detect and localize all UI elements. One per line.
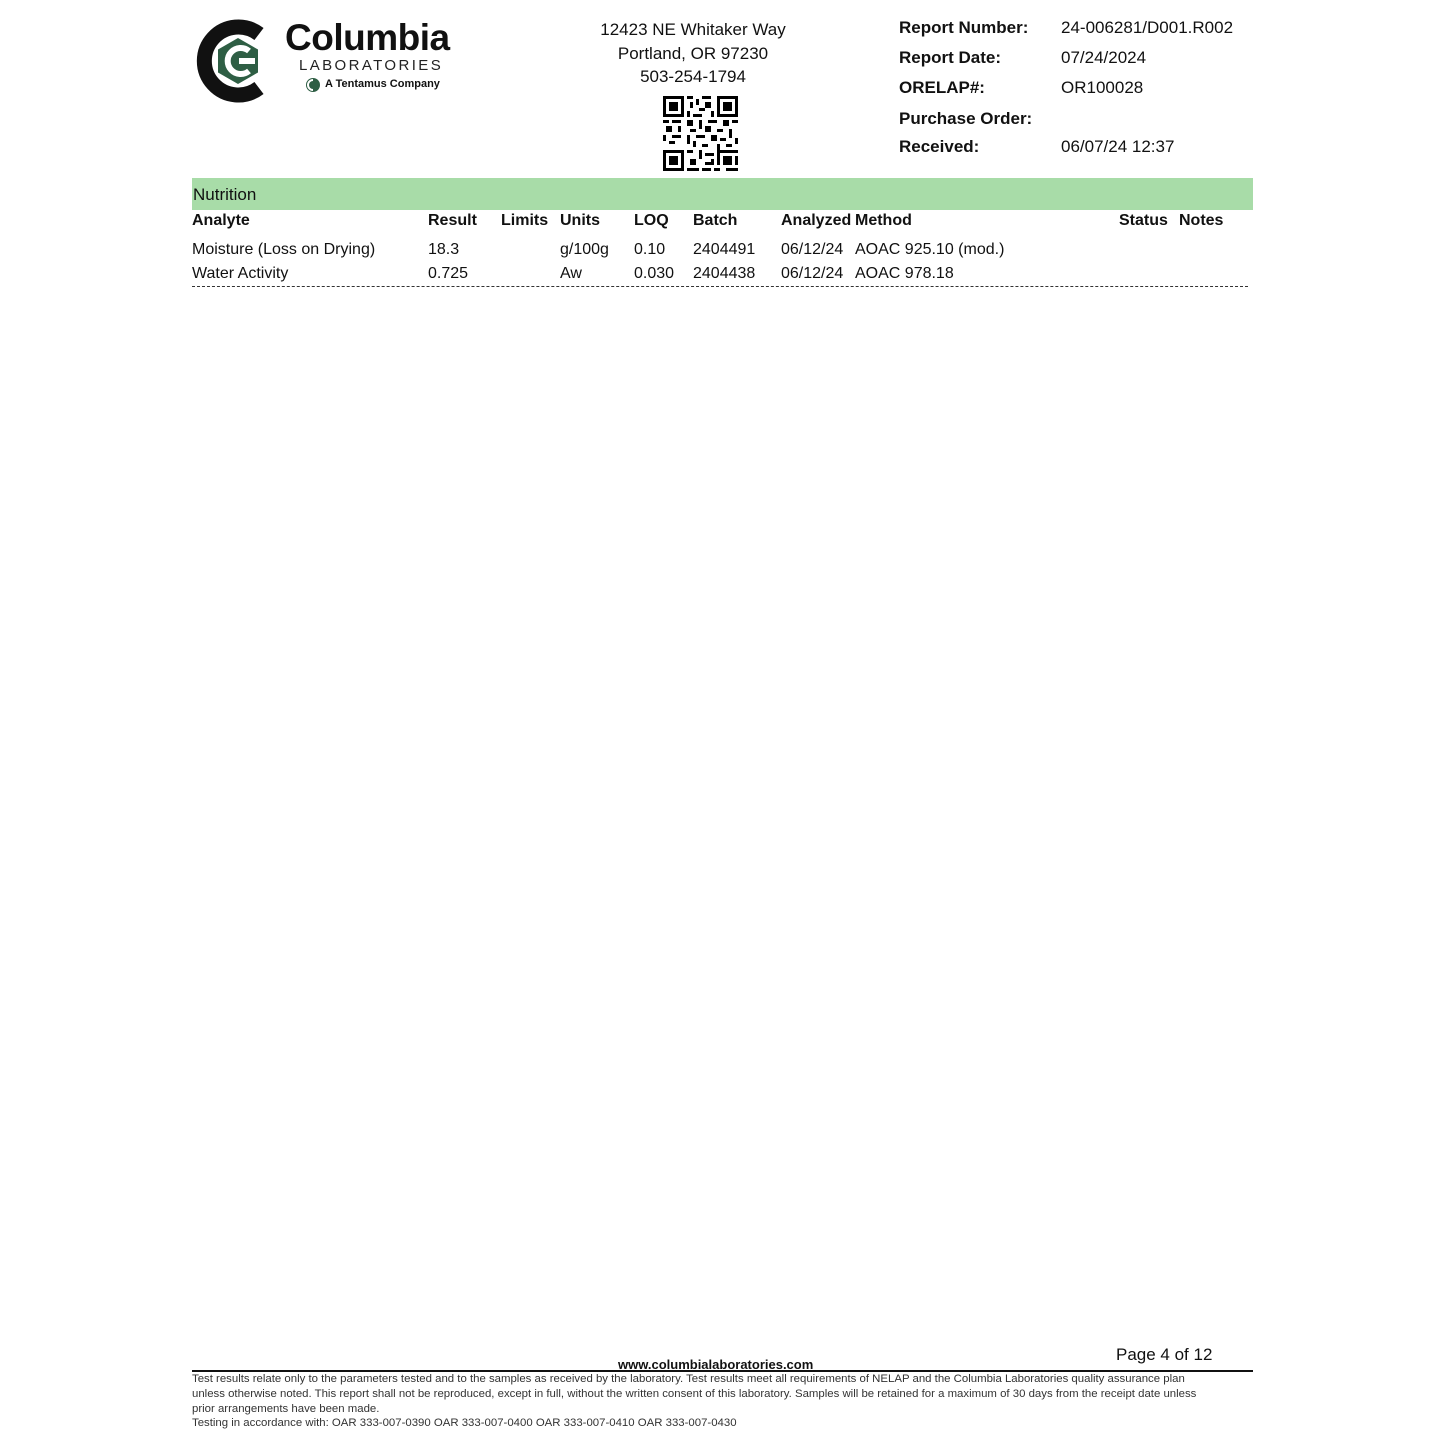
col-header-limits: Limits [501, 212, 549, 229]
qr-code-icon [663, 96, 738, 171]
cell-loq: 0.030 [634, 265, 675, 282]
col-header-method: Method [855, 212, 912, 229]
report-date-label: Report Date: [899, 48, 1002, 67]
section-header-bar [192, 178, 1253, 210]
section-title: Nutrition [193, 185, 257, 204]
logo-subtitle: LABORATORIES [299, 57, 444, 74]
cell-analyzed: 06/12/24 [781, 265, 844, 282]
col-header-analyzed: Analyzed [781, 212, 852, 229]
col-header-notes: Notes [1179, 212, 1224, 229]
cell-method: AOAC 978.18 [855, 265, 954, 282]
disclaimer-line: prior arrangements have been made. [192, 1402, 380, 1415]
page-number: Page 4 of 12 [1116, 1345, 1213, 1364]
cell-units: g/100g [560, 241, 609, 258]
cell-loq: 0.10 [634, 241, 666, 258]
col-header-loq: LOQ [634, 212, 669, 229]
report-date-value: 07/24/2024 [1061, 48, 1147, 67]
purchase-order-label: Purchase Order: [899, 109, 1033, 128]
address-phone: 503-254-1794 [640, 67, 746, 86]
tentamus-leaf-icon [305, 77, 321, 93]
company-logo [193, 16, 463, 106]
cell-result: 18.3 [428, 241, 460, 258]
cell-batch: 2404438 [693, 265, 756, 282]
address-street: 12423 NE Whitaker Way [600, 20, 786, 39]
logo-tagline: A Tentamus Company [325, 78, 440, 90]
cell-units: Aw [560, 265, 582, 282]
col-header-units: Units [560, 212, 600, 229]
footer-disclaimer [192, 1372, 1242, 1431]
col-header-batch: Batch [693, 212, 738, 229]
logo-wordmark: Columbia [285, 17, 450, 58]
website-link[interactable]: www.columbialaboratories.com [618, 1357, 814, 1372]
col-header-analyte: Analyte [192, 212, 250, 229]
disclaimer-line: unless otherwise noted. This report shall not be reproduced, except in full, without the written consent of this laboratory. Samples will be retained for a maximum of 30 days from the receipt date unless [192, 1387, 1197, 1400]
received-label: Received: [899, 137, 980, 156]
address-city: Portland, OR 97230 [617, 43, 769, 63]
disclaimer-line: Testing in accordance with: OAR 333-007-0390 OAR 333-007-0400 OAR 333-007-0410 OAR 333-007-0430 [192, 1417, 737, 1430]
cell-analyte: Water Activity [192, 265, 289, 282]
orelap-label: ORELAP#: [899, 78, 985, 97]
lab-address [560, 18, 826, 89]
cell-method: AOAC 925.10 (mod.) [855, 241, 1005, 258]
columbia-logo-icon [193, 16, 283, 106]
cell-analyte: Moisture (Loss on Drying) [192, 241, 376, 258]
section-divider [192, 286, 1248, 287]
cell-analyzed: 06/12/24 [781, 241, 844, 258]
cell-batch: 2404491 [693, 241, 756, 258]
col-header-result: Result [428, 212, 477, 229]
col-header-status: Status [1119, 212, 1168, 229]
orelap-value: OR100028 [1061, 78, 1144, 97]
cell-result: 0.725 [428, 265, 469, 282]
received-value: 06/07/24 12:37 [1061, 137, 1175, 156]
disclaimer-line: Test results relate only to the parameters tested and to the samples as received by the laboratory. Test results meet all requirements of NELAP and the Columbia Laboratories quality assurance plan [192, 1373, 1185, 1385]
report-number-value: 24-006281/D001.R002 [1061, 18, 1234, 37]
report-number-label: Report Number: [899, 18, 1029, 37]
